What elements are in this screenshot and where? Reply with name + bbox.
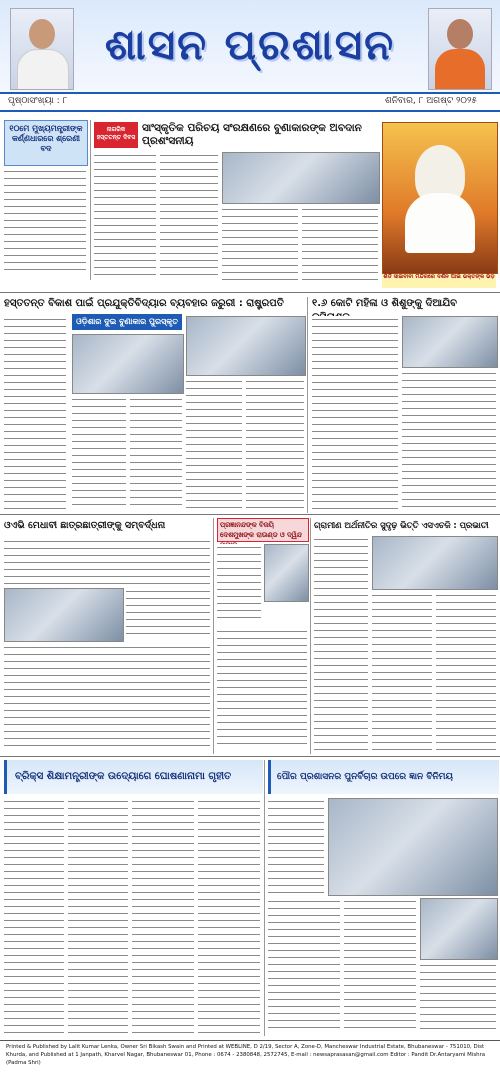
story-s1-box [4,120,88,166]
story-s7-intro [4,538,210,584]
masthead-title: ଶାସନ ପ୍ରଶାସନ [104,20,396,69]
story-s10-col2 [68,798,128,1034]
date-bar [0,94,500,110]
page-number: ପୃଷ୍ଠାସଂଖ୍ୟା : ୮ [8,96,68,106]
story-s5-photo [72,334,184,394]
story-s3-photo [382,122,498,274]
story-s2-kicker-box [94,122,138,148]
story-s11-photo [328,798,498,896]
story-s2-col1 [94,152,156,280]
story-s9-photo [372,536,498,590]
story-s2-col4 [302,206,378,280]
story-s6-headline: ୧.୬ କୋଟି ମହିଳା ଓ ଶିଶୁଙ୍କୁ ଦିଆଯିବ [312,298,458,309]
story-s4-col3 [246,378,304,510]
story-s8-photo [264,544,309,602]
story-s5-col2 [130,396,182,510]
story-s8-box [217,518,309,542]
story-s9-col1 [314,536,368,750]
story-s2-photo [222,152,380,204]
story-s8-headline: ପ୍ରଜ୍ଞାନନ୍ଦଙ୍କ ବିଜୟି ଦେଶମୁଖଙ୍କ ରାଉଣ୍ଡ ଓ ଦ୍ୱିନ୍ଦ [220,521,302,539]
story-s2-col3 [222,206,298,280]
story-s6-photo [402,316,498,368]
story-s7-col1 [126,588,210,640]
story-s3-caption: ଶିର୍ଡି ସାଇବାବା ମନ୍ଦିରରେ ଦର୍ଶନ ପାଇଁ ଭକ୍ତଙ୍କ ଭିଡ଼ [382,274,496,288]
story-s9-col3 [436,592,496,750]
story-s7-headline: ଓଏଭି ମେଧାବୀ ଛାତ୍ରଛାତ୍ରୀଙ୍କୁ ସମ୍ବର୍ଦ୍ଧନା [4,520,166,531]
story-s10-box [4,760,263,794]
story-s11-headline: ପୌର ପ୍ରଶାସନର ପୁନର୍ବିଚାର ଉପରେ ଜ୍ଞାନ ବିନିମୟ [277,772,453,782]
story-s11-box [268,760,499,794]
header-rule [0,110,500,112]
story-s11-col4 [420,962,496,1034]
story-s9-col2 [372,592,432,750]
story-s11-col3 [344,898,416,1034]
story-s2-kicker: ନାଗରିକ ହସ୍ତତନ୍ତ ଦିବସ [96,126,136,141]
story-s1-body [4,168,86,272]
story-s5-headline: ଓଡ଼ିଶାର ଦୁଇ ବୁଣାକାର ପୁରସ୍କୃତ [72,314,182,330]
story-s4-photo [186,316,306,376]
story-s6-col2 [402,370,496,510]
story-s11-col1 [268,798,324,894]
story-s4-col1 [4,316,66,510]
story-s9-headline: ଗ୍ରାମୀଣ ଅର୍ଥନୀତିର ସୁଦୃଢ଼ ଭିତ୍ତି ଏସଏଚଜି : ପ୍ରଭାତୀ [314,520,489,530]
story-s4-headline: ହସ୍ତତନ୍ତ ବିକାଶ ପାଇଁ ପ୍ରଯୁକ୍ତିବିଦ୍ୟାର ବ୍ୟବହାର ଜରୁରୀ : ରାଷ୍ଟ୍ରପତି [4,298,284,309]
left-portrait [10,8,74,90]
story-s11-photo2 [420,898,498,960]
story-s6-col1 [312,316,398,510]
story-s8-col1 [217,544,261,624]
edition-date: ଶନିବାର, ୮ ଅଗଷ୍ଟ ୨୦୨୫ [385,96,478,106]
story-s7-photo [4,588,124,642]
story-s10-col1 [4,798,64,1034]
story-s11-col2 [268,898,340,1034]
story-s1-headline: ୧୦ମେ ମୁଖ୍ୟମନ୍ତ୍ରୀଙ୍କ କର୍ଣ୍ଣଧାରରେ ଶ୍ରେଣୀ ବଦ [9,124,83,153]
story-s2-headline: ସାଂସ୍କୃତିକ ପରିଚୟ ସଂରକ୍ଷଣରେ ବୁଣାକାରଙ୍କ ଅବଦାନ ପ୍ରଶଂସନୀୟ [142,122,362,147]
story-s10-headline: ବ୍ରିକ୍ସ ଶିକ୍ଷାମନ୍ତ୍ରୀଙ୍କ ଉଦ୍ୟୋଗେ ଘୋଷଣାନାମା ଗୃହୀତ [15,771,232,782]
story-s4-col2 [186,378,242,510]
story-s10-col4 [198,798,260,1034]
imprint-footer: Printed & Published by Lalit Kumar Lenka, Owner Sri Bikash Swain and Printed at WEBLINE, D 2/19, Sector A, Zone-D, Mancheswar Industrial Estate, Bhubaneswar - 751010, Dist Khurda, and Published at 1 Janpath, Kharvel Nagar, Bhubaneswar 01, Phone : 0674 - 2380848, 2572745, E-mail : newsaprasasan@gmail.com Editor : Pandit Dr.Antaryami Mishra (Padma Shri) [0,1040,500,1073]
right-portrait [428,8,492,90]
story-s10-col3 [132,798,194,1034]
story-s2-col2 [160,152,218,280]
story-s7-body [4,644,210,750]
story-s8-body [217,628,307,750]
story-s5-col1 [72,396,126,510]
masthead [0,0,500,94]
